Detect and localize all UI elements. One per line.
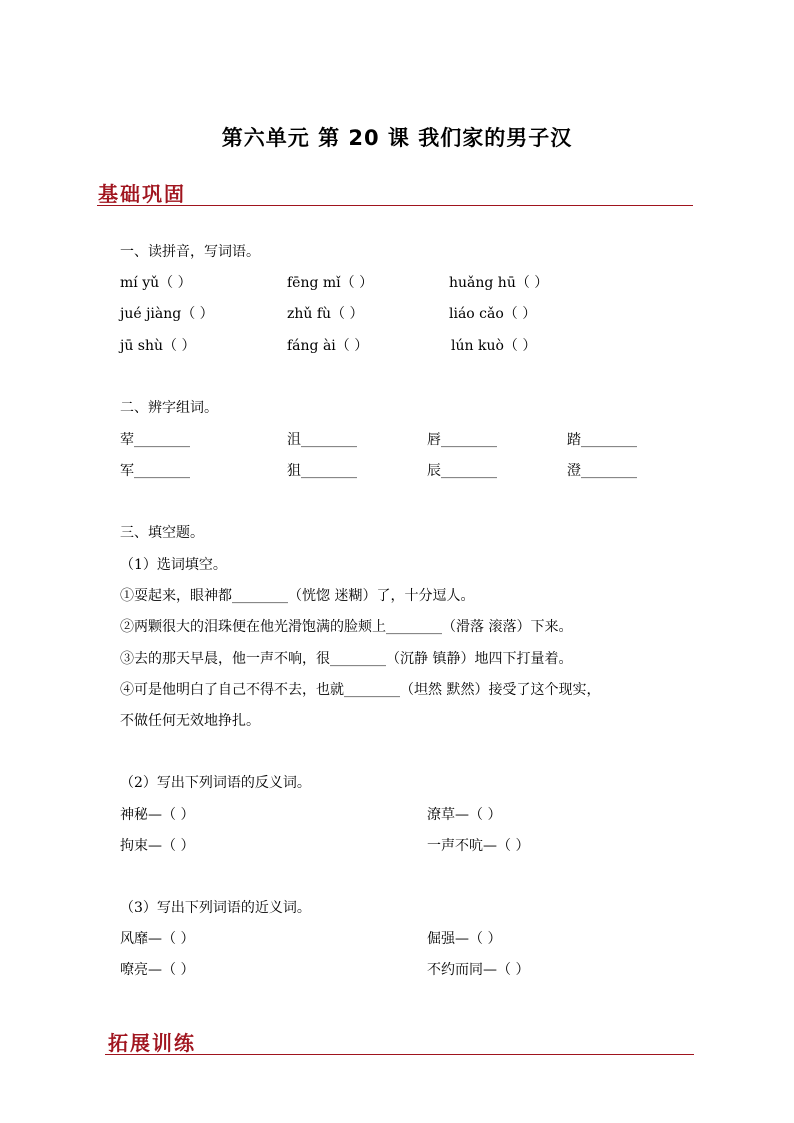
pinyin-item: jué jiàng（ ） xyxy=(120,306,214,322)
section-title-extension: 拓展训练 xyxy=(108,1031,196,1055)
fill-blank-line: ③去的那天早晨，他一声不响，很________（沉静 镇静）地四下打量着。 xyxy=(120,651,573,667)
fill-blank-line: ②两颗很大的泪珠便在他光滑饱满的脸颊上________（滑落 滚落）下来。 xyxy=(120,619,573,635)
pinyin-item: fēng mǐ（ ） xyxy=(287,275,374,291)
question-1-heading: 一、读拼音，写词语。 xyxy=(120,244,260,260)
section-title-basics: 基础巩固 xyxy=(98,182,186,206)
word-item: 辰________ xyxy=(427,463,497,479)
pinyin-item: huǎng hū（ ） xyxy=(449,275,549,291)
synonym-item: 风靡—（ ） xyxy=(120,931,195,947)
section-divider xyxy=(105,1054,694,1055)
pinyin-item: zhǔ fù（ ） xyxy=(287,306,364,322)
pinyin-item: mí yǔ（ ） xyxy=(120,275,192,291)
question-2-heading: 二、辨字组词。 xyxy=(120,400,218,416)
synonym-item: 嘹亮—（ ） xyxy=(120,962,195,978)
antonym-item: 潦草—（ ） xyxy=(427,807,502,823)
word-item: 踏________ xyxy=(567,432,637,448)
word-item: 沮________ xyxy=(287,432,357,448)
word-item: 军________ xyxy=(120,463,190,479)
fill-blank-line: ④可是他明白了自己不得不去，也就________（坦然 默然）接受了这个现实， xyxy=(120,682,601,698)
antonym-item: 神秘—（ ） xyxy=(120,807,195,823)
word-item: 唇________ xyxy=(427,432,497,448)
pinyin-item: liáo cǎo（ ） xyxy=(449,306,537,322)
antonym-item: 拘束—（ ） xyxy=(120,838,195,854)
fill-blank-line: ①耍起来，眼神都________（恍惚 迷糊）了，十分逗人。 xyxy=(120,588,475,604)
pinyin-item: jū shù（ ） xyxy=(120,338,196,354)
pinyin-item: fáng ài（ ） xyxy=(287,338,369,354)
word-item: 荤________ xyxy=(120,432,190,448)
fill-blank-line: 不做任何无效地挣扎。 xyxy=(120,713,260,729)
question-3-heading: 三、填空题。 xyxy=(120,525,204,541)
page-title: 第六单元 第 20 课 我们家的男子汉 xyxy=(221,126,573,150)
word-item: 狙________ xyxy=(287,463,357,479)
subquestion-heading: （2）写出下列词语的反义词。 xyxy=(120,775,311,791)
synonym-item: 不约而同—（ ） xyxy=(427,962,530,978)
section-divider xyxy=(97,205,693,206)
synonym-item: 倔强—（ ） xyxy=(427,931,502,947)
antonym-item: 一声不吭—（ ） xyxy=(427,838,530,854)
subquestion-heading: （3）写出下列词语的近义词。 xyxy=(120,900,311,916)
word-item: 澄________ xyxy=(567,463,637,479)
pinyin-item: lún kuò（ ） xyxy=(451,338,537,354)
subquestion-heading: （1）选词填空。 xyxy=(120,557,227,573)
